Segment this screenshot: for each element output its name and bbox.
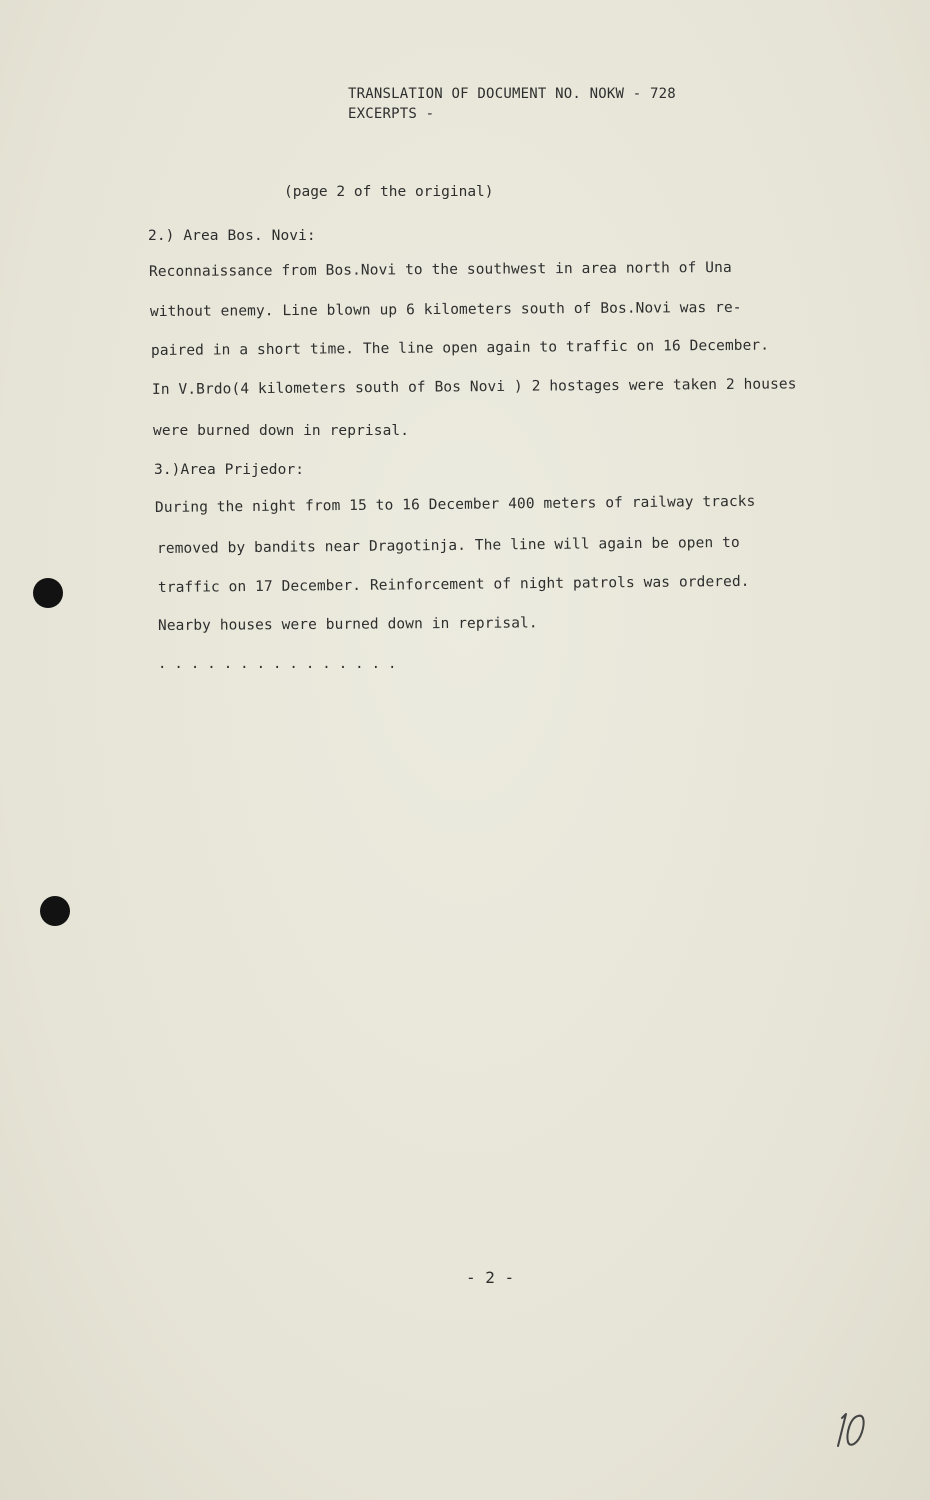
page-number: - 2 - [466,1268,515,1287]
paragraph-line: traffic on 17 December. Reinforcement of night patrols was ordered. [157,573,750,596]
section-heading: 3.)Area Prijedor: [154,462,305,478]
paragraph-line: were burned down in reprisal. [153,423,410,439]
paragraph-line: Reconnaissance from Bos.Novi to the southwest in area north of Una [148,259,732,280]
page-reference: (page 2 of the original) [284,184,494,200]
document-header [348,84,676,124]
paragraph-line: paired in a short time. The line open again to traffic on 16 December. [150,337,770,359]
paragraph-line: removed by bandits near Dragotinja. The line will again be open to [156,534,740,557]
paragraph-line: In V.Brdo(4 kilometers south of Bos Novi ) 2 hostages were taken 2 houses [151,376,797,398]
ellipsis-separator: ............... [158,656,405,672]
document-title: TRANSLATION OF DOCUMENT NO. NOKW - 728 [348,86,676,102]
handwritten-10-icon [828,1406,872,1450]
section-heading: 2.) Area Bos. Novi: [148,228,316,244]
document-subtitle: EXCERPTS - [348,106,435,122]
paragraph-line: Nearby houses were burned down in reprisal. [157,615,538,634]
paragraph-line: During the night from 15 to 16 December 400 meters of railway tracks [154,493,756,516]
punch-hole [33,578,63,608]
paragraph-line: without enemy. Line blown up 6 kilometers south of Bos.Novi was re- [149,299,742,320]
handwritten-page-number [828,1406,872,1454]
punch-hole [40,896,70,926]
